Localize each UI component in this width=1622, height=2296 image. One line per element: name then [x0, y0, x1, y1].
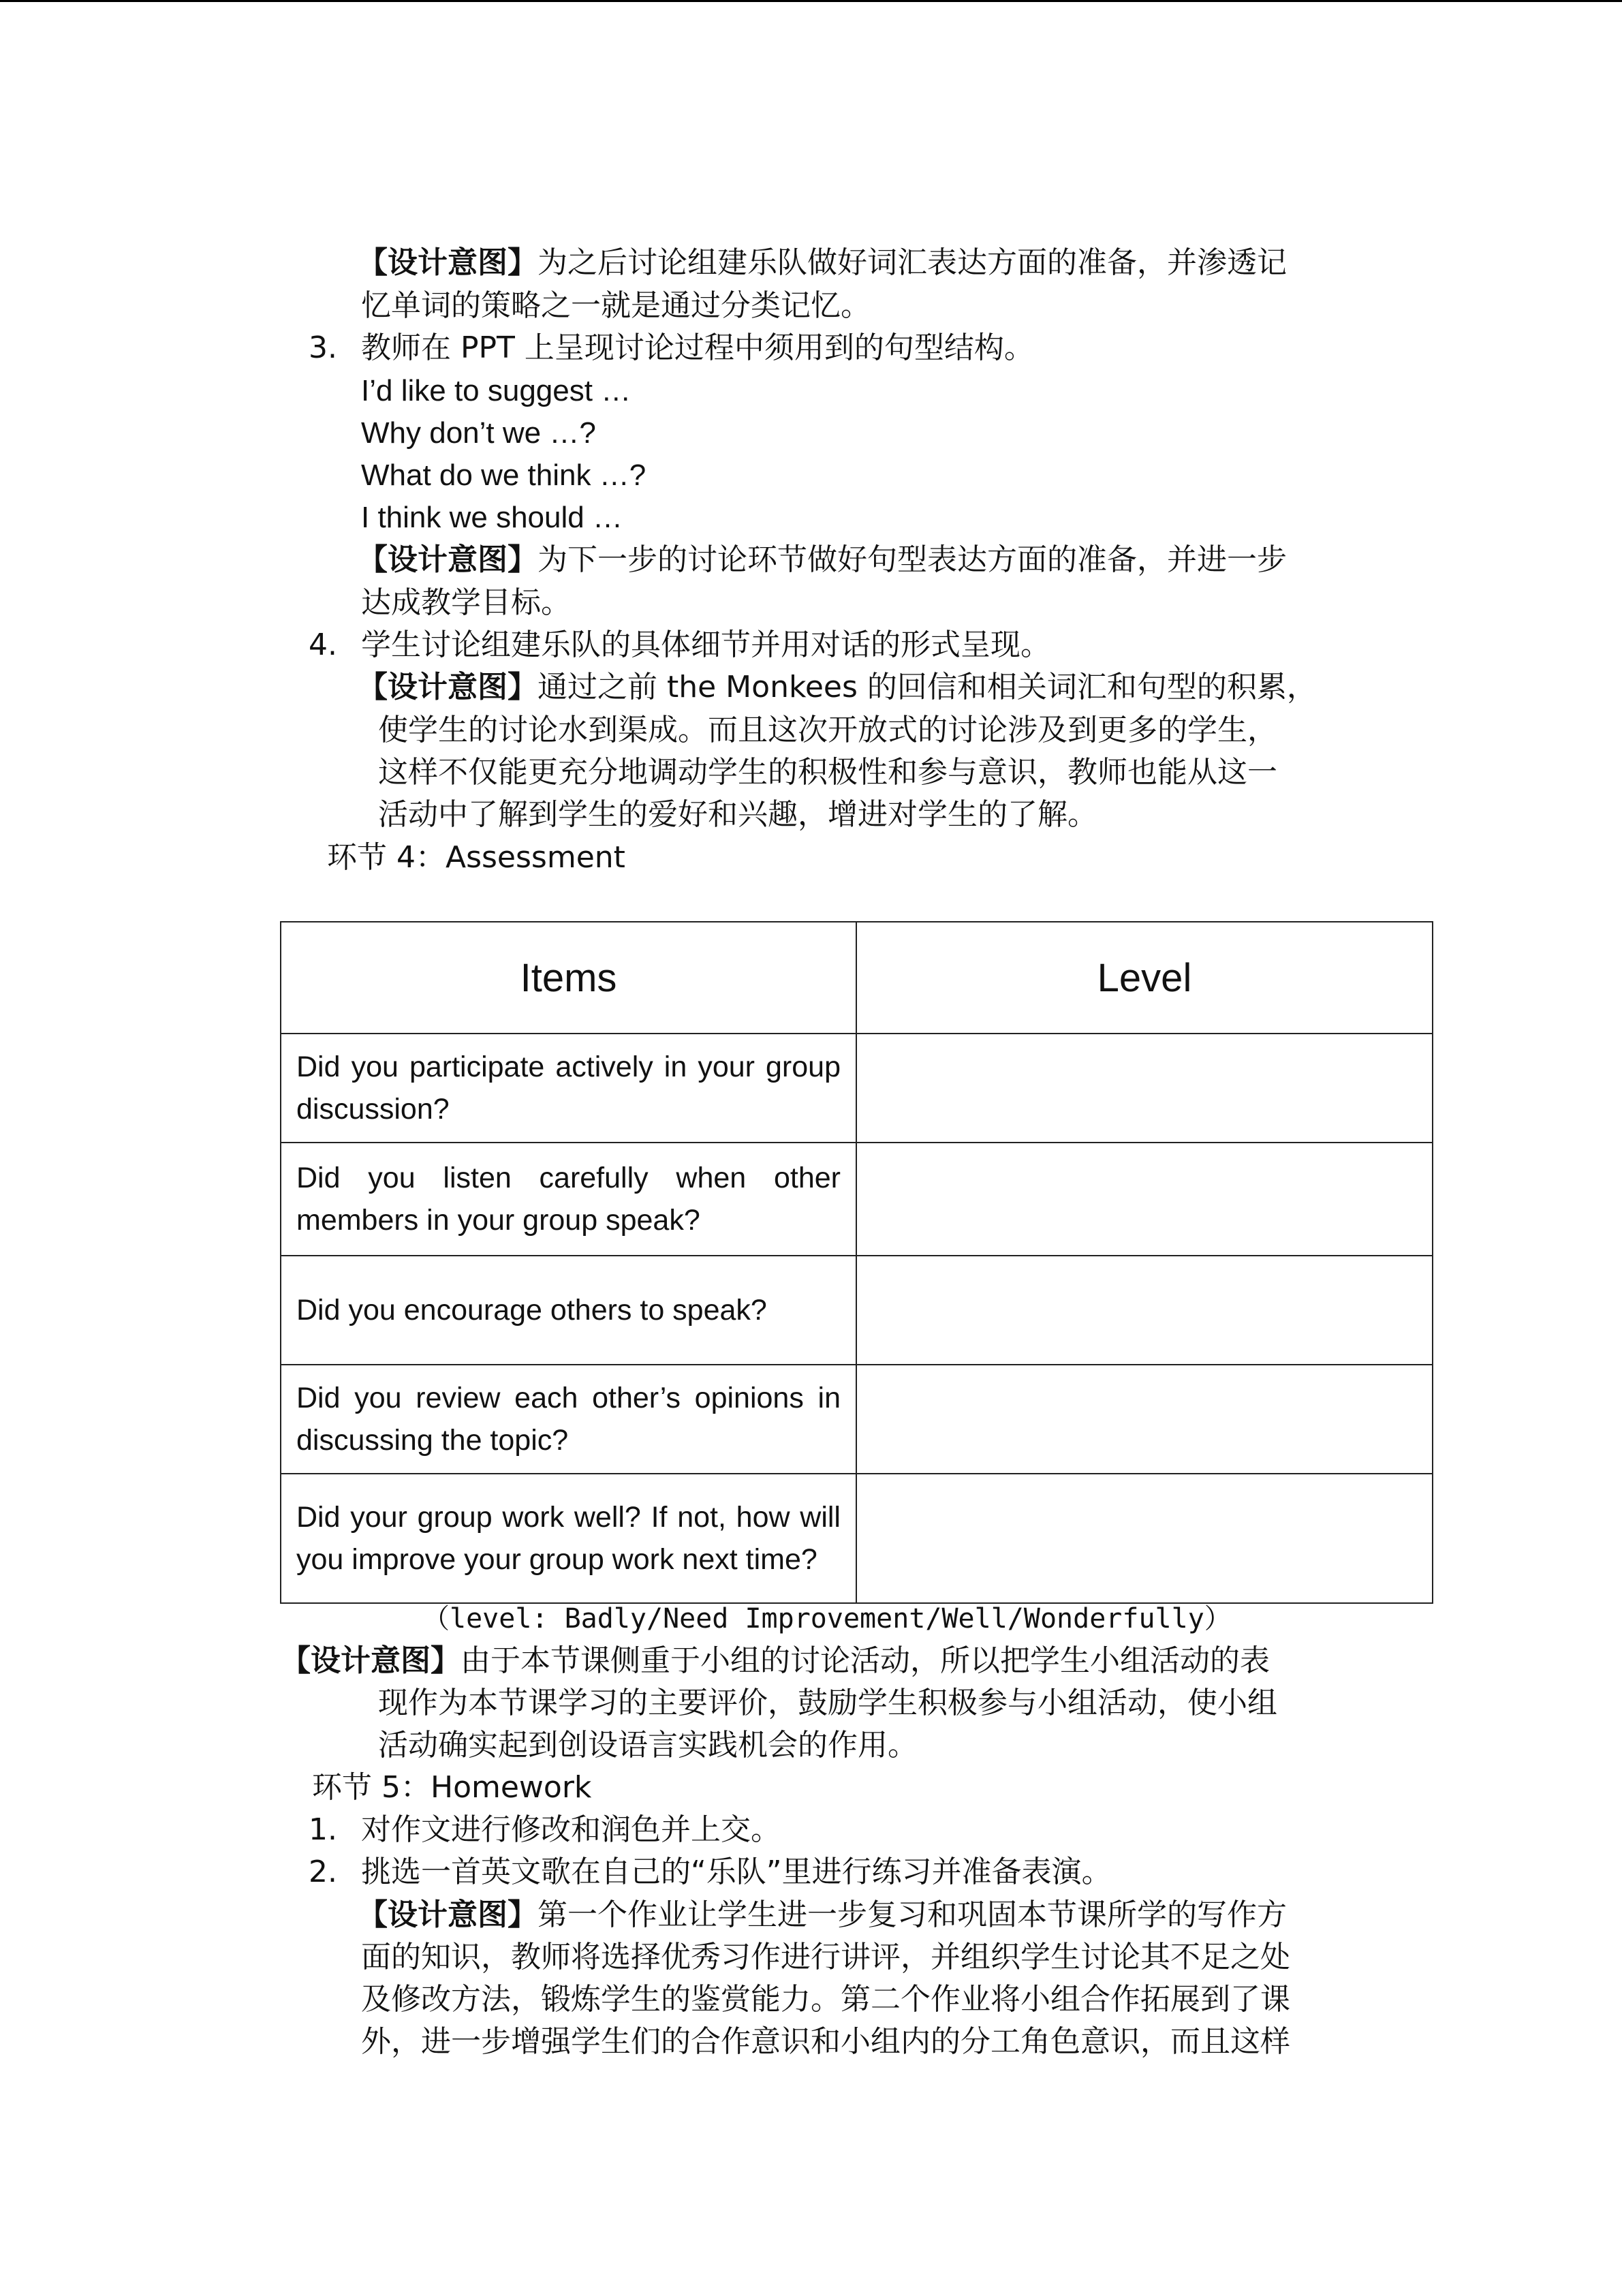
header-items: Items: [281, 922, 856, 1034]
step-number-3: 3.: [309, 330, 337, 365]
design-intent-2-cont: 达成教学目标。: [361, 585, 571, 620]
design-intent-4: 【设计意图】由于本节课侧重于小组的讨论活动，所以把学生小组活动的表: [281, 1643, 1270, 1678]
design-intent-5-cont-1: 面的知识，教师将选择优秀习作进行讲评，并组织学生讨论其不足之处: [361, 1940, 1290, 1974]
level-cell[interactable]: [856, 1474, 1433, 1603]
level-cell[interactable]: [856, 1034, 1433, 1143]
design-intent-3-cont-1: 使学生的讨论水到渠成。而且这次开放式的讨论涉及到更多的学生，: [378, 713, 1277, 747]
design-intent-1: 【设计意图】为之后讨论组建乐队做好词汇表达方面的准备，并渗透记: [358, 245, 1287, 280]
design-intent-tag: 【设计意图】: [358, 245, 537, 280]
design-intent-tag: 【设计意图】: [358, 542, 537, 577]
design-intent-3: 【设计意图】通过之前 the Monkees 的回信和相关词汇和句型的积累，: [358, 670, 1317, 704]
design-intent-tag: 【设计意图】: [281, 1643, 461, 1678]
design-intent-1-cont: 忆单词的策略之一就是通过分类记忆。: [361, 288, 871, 323]
design-intent-5-cont-3: 外，进一步增强学生们的合作意识和小组内的分工角色意识，而且这样: [361, 2024, 1290, 2059]
table-row: [281, 1143, 1433, 1256]
item-cell: Did you encourage others to speak?: [281, 1256, 856, 1365]
design-intent-2: 【设计意图】为下一步的讨论环节做好句型表达方面的准备，并进一步: [358, 542, 1287, 577]
section-4-heading: 环节 4：Assessment: [327, 840, 625, 875]
pattern-4: I think we should …: [361, 501, 623, 534]
step-number-4: 4.: [309, 627, 337, 662]
pattern-2: Why don’t we …?: [361, 416, 596, 450]
design-intent-tag: 【设计意图】: [358, 1897, 537, 1932]
document-page: [0, 2, 1622, 2296]
homework-item-1: 对作文进行修改和润色并上交。: [361, 1812, 781, 1847]
table-row: [281, 1365, 1433, 1474]
table-row: [281, 1256, 1433, 1365]
design-intent-3-cont-2: 这样不仅能更充分地调动学生的积极性和参与意识，教师也能从这一: [378, 755, 1277, 790]
design-intent-5-cont-2: 及修改方法，锻炼学生的鉴赏能力。第二个作业将小组合作拓展到了课: [361, 1982, 1290, 2017]
design-intent-4-cont-1: 现作为本节课学习的主要评价，鼓励学生积极参与小组活动，使小组: [378, 1686, 1277, 1720]
table-header-row: [281, 922, 1433, 1034]
header-level: Level: [856, 922, 1433, 1034]
level-cell[interactable]: [856, 1143, 1433, 1256]
design-intent-3-cont-3: 活动中了解到学生的爱好和兴趣，增进对学生的了解。: [378, 797, 1097, 832]
design-intent-tag: 【设计意图】: [358, 670, 537, 704]
item-cell: Did you participate actively in your group discussion?: [281, 1034, 856, 1143]
table-row: [281, 1474, 1433, 1603]
item-cell: Did you listen carefully when other members in your group speak?: [281, 1143, 856, 1256]
table-row: [281, 1034, 1433, 1143]
homework-number-1: 1.: [309, 1812, 337, 1847]
homework-number-2: 2.: [309, 1855, 337, 1889]
item-cell: Did your group work well? If not, how will you improve your group work next time?: [281, 1474, 856, 1603]
item-cell: Did you review each other’s opinions in discussing the topic?: [281, 1365, 856, 1474]
homework-item-2: 挑选一首英文歌在自己的“乐队”里进行练习并准备表演。: [361, 1855, 1112, 1889]
section-5-heading: 环节 5：Homework: [312, 1770, 592, 1805]
design-intent-4-cont-2: 活动确实起到创设语言实践机会的作用。: [378, 1728, 918, 1763]
level-cell[interactable]: [856, 1256, 1433, 1365]
design-intent-5: 【设计意图】第一个作业让学生进一步复习和巩固本节课所学的写作方: [358, 1897, 1287, 1932]
step-4-text: 学生讨论组建乐队的具体细节并用对话的形式呈现。: [361, 627, 1050, 662]
level-note: （level: Badly/Need Improvement/Well/Wonderfully）: [422, 1603, 1232, 1634]
assessment-table: [280, 921, 1433, 1604]
pattern-1: I’d like to suggest …: [361, 374, 631, 407]
level-cell[interactable]: [856, 1365, 1433, 1474]
step-3-text: 教师在 PPT 上呈现讨论过程中须用到的句型结构。: [361, 330, 1034, 365]
pattern-3: What do we think …?: [361, 459, 646, 492]
